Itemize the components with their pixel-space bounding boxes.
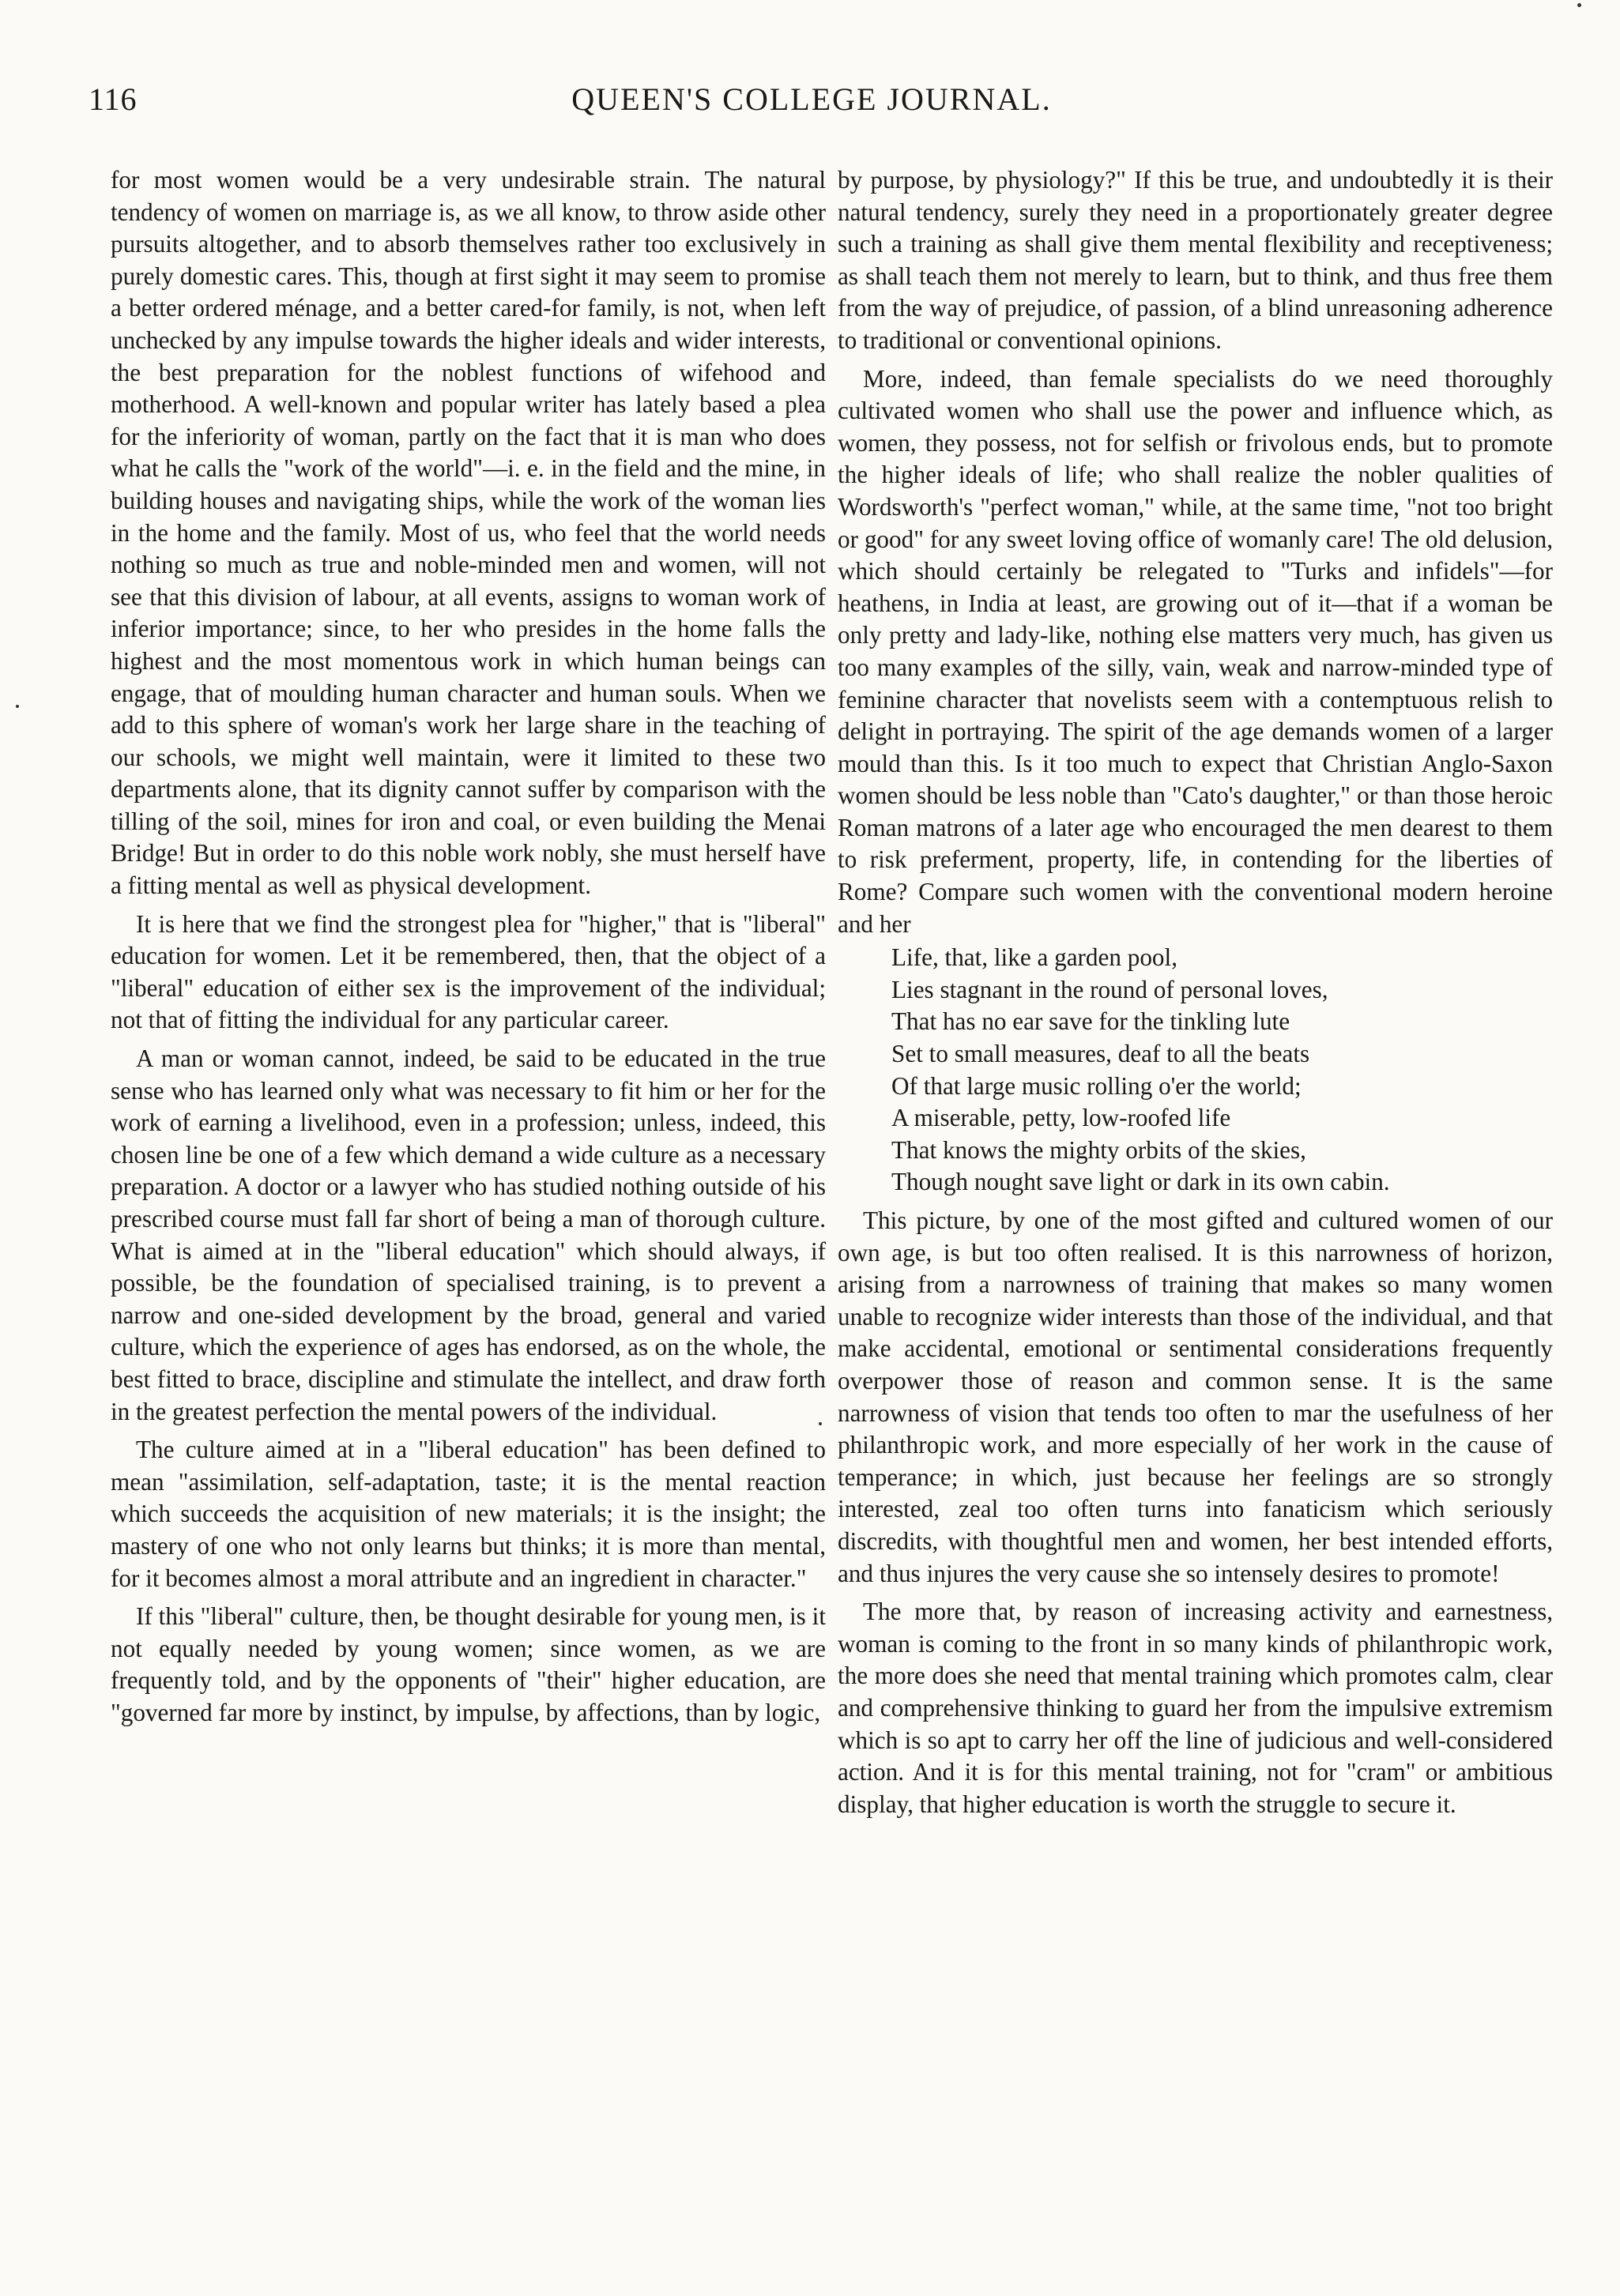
ink-speck [819,1422,822,1425]
poem-line: Life, that, like a garden pool, [891,943,1177,972]
paragraph: The culture aimed at in a "liberal education" has been defined to mean "assimilation, self-adaptation, taste; it is the mental reaction which succeeds the acquisition of new materials; it is the insight; the mastery of one who not only learns but thinks; it is more than mental, for it becomes almost a moral attribute and an ingredient in character." [111,1436,826,1592]
poem-line: Lies stagnant in the round of personal loves, [891,975,1328,1003]
poem-line: That has no ear save for the tinkling lute [891,1007,1290,1036]
paragraph: A man or woman cannot, indeed, be said to be educated in the true sense who has learned only what was necessary to fit him or her for the work of earning a livelihood, even in a profession; unless, indeed, this chosen line be one of a few which demand a wide culture as a necessary preparation. A doctor or a lawyer who has studied nothing outside of his prescribed course must fall far short of being a man of thorough culture. What is aimed at in the "liberal education" which should always, if possible, be the foundation of specialised training, is to prevent a narrow and one-sided development by the broad, general and varied culture, which the experience of ages has endorsed, as on the whole, the best fitted to brace, discipline and stimulate the intellect, and draw forth in the greatest perfection the mental powers of the individual. [111,1044,826,1425]
ink-speck [1577,3,1581,7]
poem-line: Set to small measures, deaf to all the beats [891,1040,1310,1068]
poem-line: Of that large music rolling o'er the world; [891,1071,1302,1100]
poem-quotation [891,942,1553,1199]
paragraph: for most women would be a very undesirable strain. The natural tendency of women on marriage is, as we all know, to throw aside other pursuits altogether, and to absorb themselves rather too exclusively in purely domestic cares. This, though at first sight it may seem to promise a better ordered ménage, and a better cared-for family, is not, when left unchecked by any impulse towards the higher ideals and wider interests, the best preparation for the noblest functions of wifehood and motherhood. A well-known and popular writer has lately based a plea for the inferiority of woman, partly on the fact that it is man who does what he calls the "work of the world"—i. e. in the field and the mine, in building houses and navigating ships, while the work of the woman lies in the home and the family. Most of us, who feel that the world needs nothing so much as true and noble-minded men and women, will not see that this division of labour, at all events, assigns to woman work of inferior importance; since, to her who presides in the home falls the highest and the most momentous work in which human beings can engage, that of moulding human character and human souls. When we add to this sphere of woman's work her large share in the teaching of our schools, we might well maintain, were it limited to these two departments alone, that its dignity cannot suffer by comparison with the tilling of the soil, mines for iron and coal, or even building the Menai Bridge! But in order to do this noble work nobly, she must herself have a fitting mental as well as physical development. [111,166,826,900]
paragraph: This picture, by one of the most gifted and cultured women of our own age, is but too often realised. It is this narrowness of horizon, arising from a narrowness of training that makes so many women unable to recognize wider interests than those of the individual, and that make accidental, emotional or sentimental considerations frequently overpower those of reason and common sense. It is the same narrowness of vision that tends too often to mar the usefulness of her philanthropic work, and more especially of her work in the cause of temperance; in which, just because her feelings are so strongly interested, zeal too often turns into fanaticism which seriously discredits, with thoughtful men and women, her best intended efforts, and thus injures the very cause she so intensely desires to promote! [838,1206,1553,1587]
poem-line: Though nought save light or dark in its own cabin. [891,1168,1390,1196]
left-column [111,164,826,1730]
paragraph: It is here that we find the strongest plea for "higher," that is "liberal" education for women. Let it be remembered, then, that the object of a "liberal" education of either sex is the improvement of the individual; not that of fitting the individual for any particular career. [111,909,826,1034]
ink-speck [16,705,19,708]
right-column [838,164,1553,1820]
paragraph: More, indeed, than female specialists do we need thoroughly cultivated women who shall use the power and influence which, as women, they possess, not for selfish or frivolous ends, but to promote the higher ideals of life; who shall realize the nobler qualities of Wordsworth's "perfect woman," while, at the same time, "not too bright or good" for any sweet loving office of womanly care! The old delusion, which should certainly be relegated to "Turks and infidels"—for heathens, in India at least, are growing out of it—that if a woman be only pretty and lady-like, nothing else matters very much, has given us too many examples of the silly, vain, weak and narrow-minded type of feminine character that novelists seem with a contemptuous relish to delight in portraying. The spirit of the age demands women of a larger mould than this. Is it too much to expect that Christian Anglo-Saxon women should be less noble than "Cato's daughter," or than those heroic Roman matrons of a later age who encouraged the men dearest to them to risk preferment, property, life, in contending for the liberties of Rome? Compare such women with the conventional modern heroine and her [838,364,1553,938]
poem-line: That knows the mighty orbits of the skies, [891,1135,1306,1164]
journal-title: QUEEN'S COLLEGE JOURNAL. [571,81,1052,117]
paragraph: If this "liberal" culture, then, be thought desirable for young men, is it not equally needed by young women; since women, as we are frequently told, and by the opponents of "their" higher education, are "governed far more by instinct, by impulse, by affections, than by logic, [111,1602,826,1726]
page-number: 116 [89,81,138,117]
page-header [89,81,1535,128]
paragraph: by purpose, by physiology?" If this be true, and undoubtedly it is their natural tendency, surely they need in a proportionately greater degree such a training as shall give them mental flexibility and receptiveness; as shall teach them not merely to learn, but to think, and thus free them from the way of prejudice, of passion, of a blind unreasoning adherence to traditional or conventional opinions. [838,166,1553,354]
paragraph: The more that, by reason of increasing activity and earnestness, woman is coming to the front in so many kinds of philanthropic work, the more does she need that mental training which promotes calm, clear and comprehensive thinking to guard her from the impulsive extremism which is so apt to carry her off the line of judicious and well-considered action. And it is for this mental training, not for "cram" or ambitious display, that higher education is worth the struggle to secure it. [838,1598,1553,1818]
poem-line: A miserable, petty, low-roofed life [891,1104,1231,1132]
